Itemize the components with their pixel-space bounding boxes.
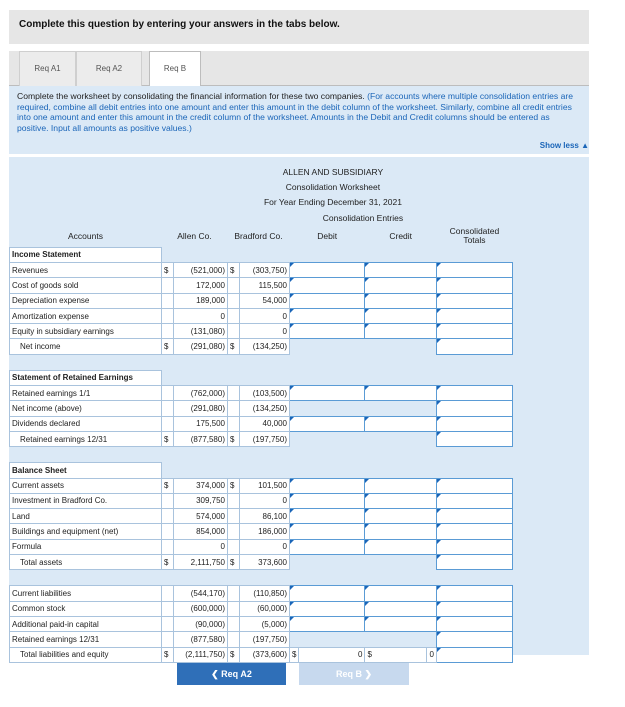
table-row: Current liabilities (544,170) (110,850) (10, 586, 513, 601)
section-balance-sheet: Balance Sheet (10, 463, 162, 478)
debit-input[interactable] (290, 539, 365, 554)
credit-input[interactable] (365, 601, 436, 616)
question-prompt: Complete this question by entering your answers in the tabs below. (19, 19, 340, 30)
question-header (9, 10, 589, 44)
total-input[interactable] (436, 324, 512, 339)
credit-input[interactable] (365, 509, 436, 524)
credit-input[interactable] (365, 262, 436, 277)
table-row: Net income (above) (291,080) (134,250) (10, 401, 513, 416)
debit-header: Debit (290, 225, 365, 247)
debit-input[interactable] (290, 616, 365, 631)
tab-req-a2[interactable]: Req A2 (76, 51, 142, 86)
section-income-statement: Income Statement (10, 247, 162, 262)
table-row: Cost of goods sold 172,000 115,500 (10, 278, 513, 293)
table-row: Formula 0 0 (10, 539, 513, 554)
debit-input[interactable] (290, 509, 365, 524)
credit-input[interactable] (365, 278, 436, 293)
total-input[interactable] (436, 278, 512, 293)
table-row: Additional paid-in capital (90,000) (5,000) (10, 616, 513, 631)
total-input[interactable] (436, 586, 512, 601)
credit-input[interactable] (365, 616, 436, 631)
total-input[interactable] (436, 262, 512, 277)
table-row: Retained earnings 12/31 $ (877,580) $ (197,750) (10, 431, 513, 446)
total-input[interactable] (436, 293, 512, 308)
bradford-header: Bradford Co. (228, 225, 290, 247)
credit-input[interactable] (365, 293, 436, 308)
total-input[interactable] (436, 509, 512, 524)
total-input[interactable] (436, 386, 512, 401)
debit-input[interactable] (290, 324, 365, 339)
table-row: Total assets $ 2,111,750 $ 373,600 (10, 555, 513, 570)
accounts-header: Accounts (10, 225, 162, 247)
worksheet-period: For Year Ending December 31, 2021 (162, 195, 505, 210)
table-row: Current assets $ 374,000 $ 101,500 (10, 478, 513, 493)
table-row: Net income $ (291,080) $ (134,250) (10, 339, 513, 354)
total-input[interactable] (436, 401, 512, 416)
total-input[interactable] (436, 555, 512, 570)
table-row: Common stock (600,000) (60,000) (10, 601, 513, 616)
debit-input[interactable] (290, 493, 365, 508)
instructions-text: Complete the worksheet by consolidating the financial information for these two companies. (17, 91, 368, 101)
total-input[interactable] (436, 524, 512, 539)
total-input[interactable] (436, 478, 512, 493)
table-row: Total liabilities and equity $ (2,111,750) $ (373,600) $ 0 $ 0 (10, 647, 513, 662)
allen-header: Allen Co. (162, 225, 228, 247)
debit-input[interactable] (290, 601, 365, 616)
worksheet-title: ALLEN AND SUBSIDIARY (162, 164, 505, 179)
debit-total: 0 (299, 647, 365, 662)
worksheet-panel (9, 157, 589, 660)
credit-input[interactable] (365, 586, 436, 601)
total-input[interactable] (436, 416, 512, 431)
table-row: Retained earnings 1/1 (762,000) (103,500) (10, 386, 513, 401)
debit-input[interactable] (290, 293, 365, 308)
instructions-note: (For accounts where multiple consolidation entries are required, combine all debit entries into one amount and enter this amount in the debit column of the worksheet. Similarly, combine all credit entries into one amount and enter this amount in the credit column of the worksheet. Amounts in the Debit and Credit columns should be entered as positive. Input all amounts as positive values.) (17, 91, 574, 133)
tab-req-a1[interactable]: Req A1 (19, 51, 76, 86)
table-row: Retained earnings 12/31 (877,580) (197,750) (10, 632, 513, 647)
table-row: Equity in subsidiary earnings (131,080) 0 (10, 324, 513, 339)
worksheet-subtitle: Consolidation Worksheet (162, 179, 505, 194)
instructions (9, 86, 589, 154)
tab-bar (9, 51, 589, 86)
consolidation-worksheet (9, 157, 513, 663)
credit-input[interactable] (365, 386, 436, 401)
total-input[interactable] (436, 431, 512, 446)
table-row: Amortization expense 0 0 (10, 308, 513, 323)
credit-input[interactable] (365, 524, 436, 539)
credit-input[interactable] (365, 493, 436, 508)
show-less-link[interactable]: Show less ▲ (539, 141, 589, 150)
total-input[interactable] (436, 539, 512, 554)
total-input[interactable] (436, 308, 512, 323)
debit-input[interactable] (290, 278, 365, 293)
credit-total: 0 (427, 647, 436, 662)
credit-input[interactable] (365, 539, 436, 554)
next-req-b-button[interactable]: Req B ❯ (299, 663, 409, 685)
total-input[interactable] (436, 601, 512, 616)
consolidation-entries-header: Consolidation Entries (290, 210, 437, 225)
section-retained-earnings: Statement of Retained Earnings (10, 370, 162, 385)
table-row: Investment in Bradford Co. 309,750 0 (10, 493, 513, 508)
tab-req-b[interactable]: Req B (149, 51, 201, 87)
table-row: Revenues $ (521,000) $ (303,750) (10, 262, 513, 277)
credit-input[interactable] (365, 308, 436, 323)
debit-input[interactable] (290, 524, 365, 539)
table-row: Depreciation expense 189,000 54,000 (10, 293, 513, 308)
debit-input[interactable] (290, 586, 365, 601)
debit-input[interactable] (290, 262, 365, 277)
credit-input[interactable] (365, 416, 436, 431)
credit-header: Credit (365, 225, 436, 247)
debit-input[interactable] (290, 416, 365, 431)
table-row: Land 574,000 86,100 (10, 509, 513, 524)
debit-input[interactable] (290, 386, 365, 401)
table-row: Buildings and equipment (net) 854,000 186,000 (10, 524, 513, 539)
total-input[interactable] (436, 647, 512, 662)
credit-input[interactable] (365, 324, 436, 339)
total-input[interactable] (436, 616, 512, 631)
debit-input[interactable] (290, 478, 365, 493)
credit-input[interactable] (365, 478, 436, 493)
total-input[interactable] (436, 632, 512, 647)
consolidated-totals-header: Consolidated Totals (436, 225, 512, 247)
debit-input[interactable] (290, 308, 365, 323)
total-input[interactable] (436, 493, 512, 508)
total-input[interactable] (436, 339, 512, 354)
prev-req-a2-button[interactable]: ❮ Req A2 (177, 663, 286, 685)
table-row: Dividends declared 175,500 40,000 (10, 416, 513, 431)
